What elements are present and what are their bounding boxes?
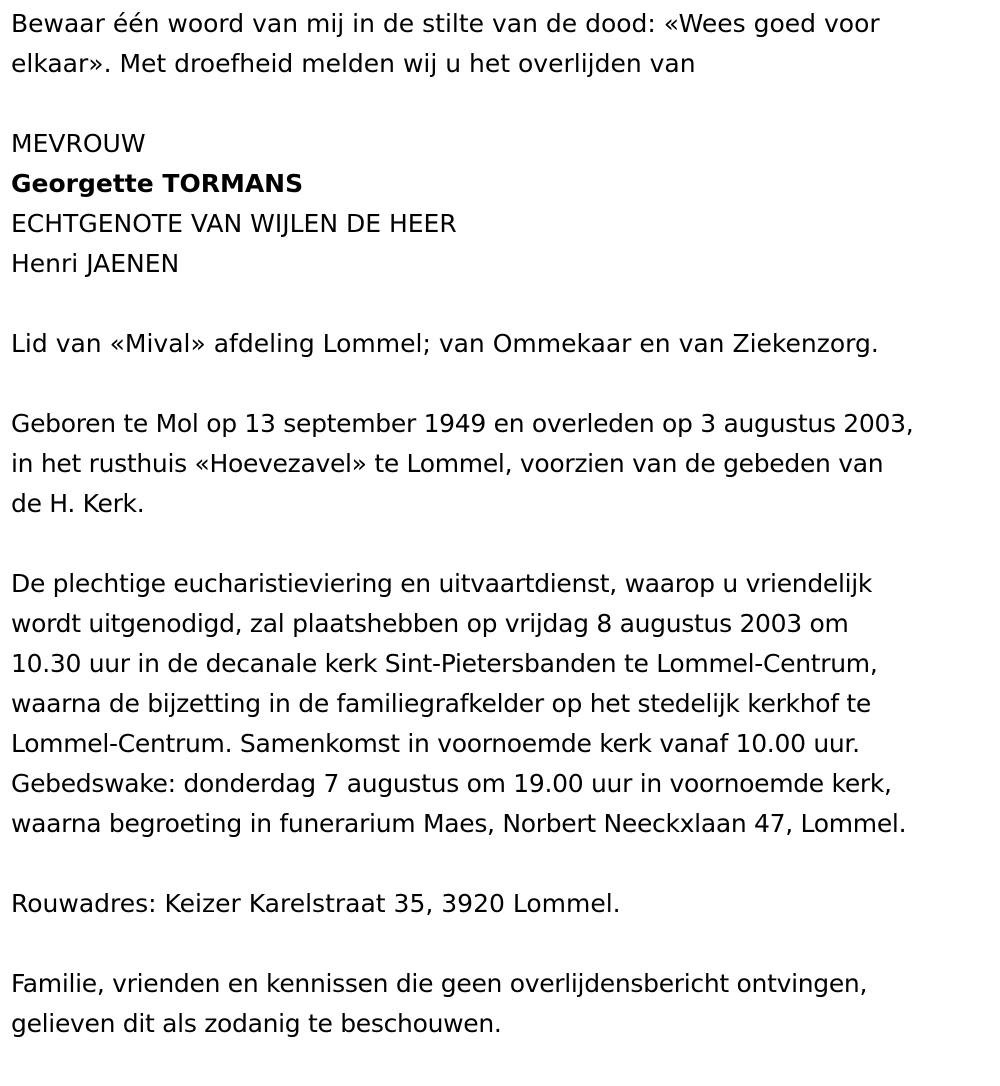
closing-text: Familie, vrienden en kennissen die geen overlijdensbericht ontvingen, gelieven dit als zodanig te beschouwen. [11, 969, 868, 1038]
birth-death-text: Geboren te Mol op 13 september 1949 en overleden op 3 augustus 2003, in het rusthuis «Hoevezavel» te Lommel, voorzien van de gebeden van de H. Kerk. [11, 409, 914, 518]
spacer [11, 284, 992, 324]
spacer [11, 84, 992, 124]
memberships-text: Lid van «Mival» afdeling Lommel; van Ommekaar en van Ziekenzorg. [11, 329, 879, 358]
spouse-name: Henri JAENEN [11, 249, 180, 278]
funeral-details-text: De plechtige eucharistieviering en uitvaartdienst, waarop u vriendelijk wordt uitgenodigd, zal plaatshebben op vrijdag 8 augustus 2003 om 10.30 uur in de decanale kerk Sint-Pietersbanden te Lommel-Centrum, waarna de bijzetting in de familiegrafkelder op het stedelijk kerkhof te Lommel-Centrum. Samenkomst in voornoemde kerk vanaf 10.00 uur. Gebedswake: donderdag 7 augustus om 19.00 uur in voornoemde kerk, waarna begroeting in funerarium Maes, Norbert Neeckxlaan 47, Lommel. [11, 569, 907, 838]
honorific: MEVROUW [11, 129, 146, 158]
deceased-name: Georgette TORMANS [11, 169, 304, 198]
spacer [11, 924, 992, 964]
spacer [11, 844, 992, 884]
spacer [11, 524, 992, 564]
mourning-address: Rouwadres: Keizer Karelstraat 35, 3920 Lommel. [11, 889, 621, 918]
spacer [11, 364, 992, 404]
intro-text: Bewaar één woord van mij in de stilte van de dood: «Wees goed voor elkaar». Met droefheid melden wij u het overlijden van [11, 9, 880, 78]
relation-text: ECHTGENOTE VAN WIJLEN DE HEER [11, 209, 457, 238]
